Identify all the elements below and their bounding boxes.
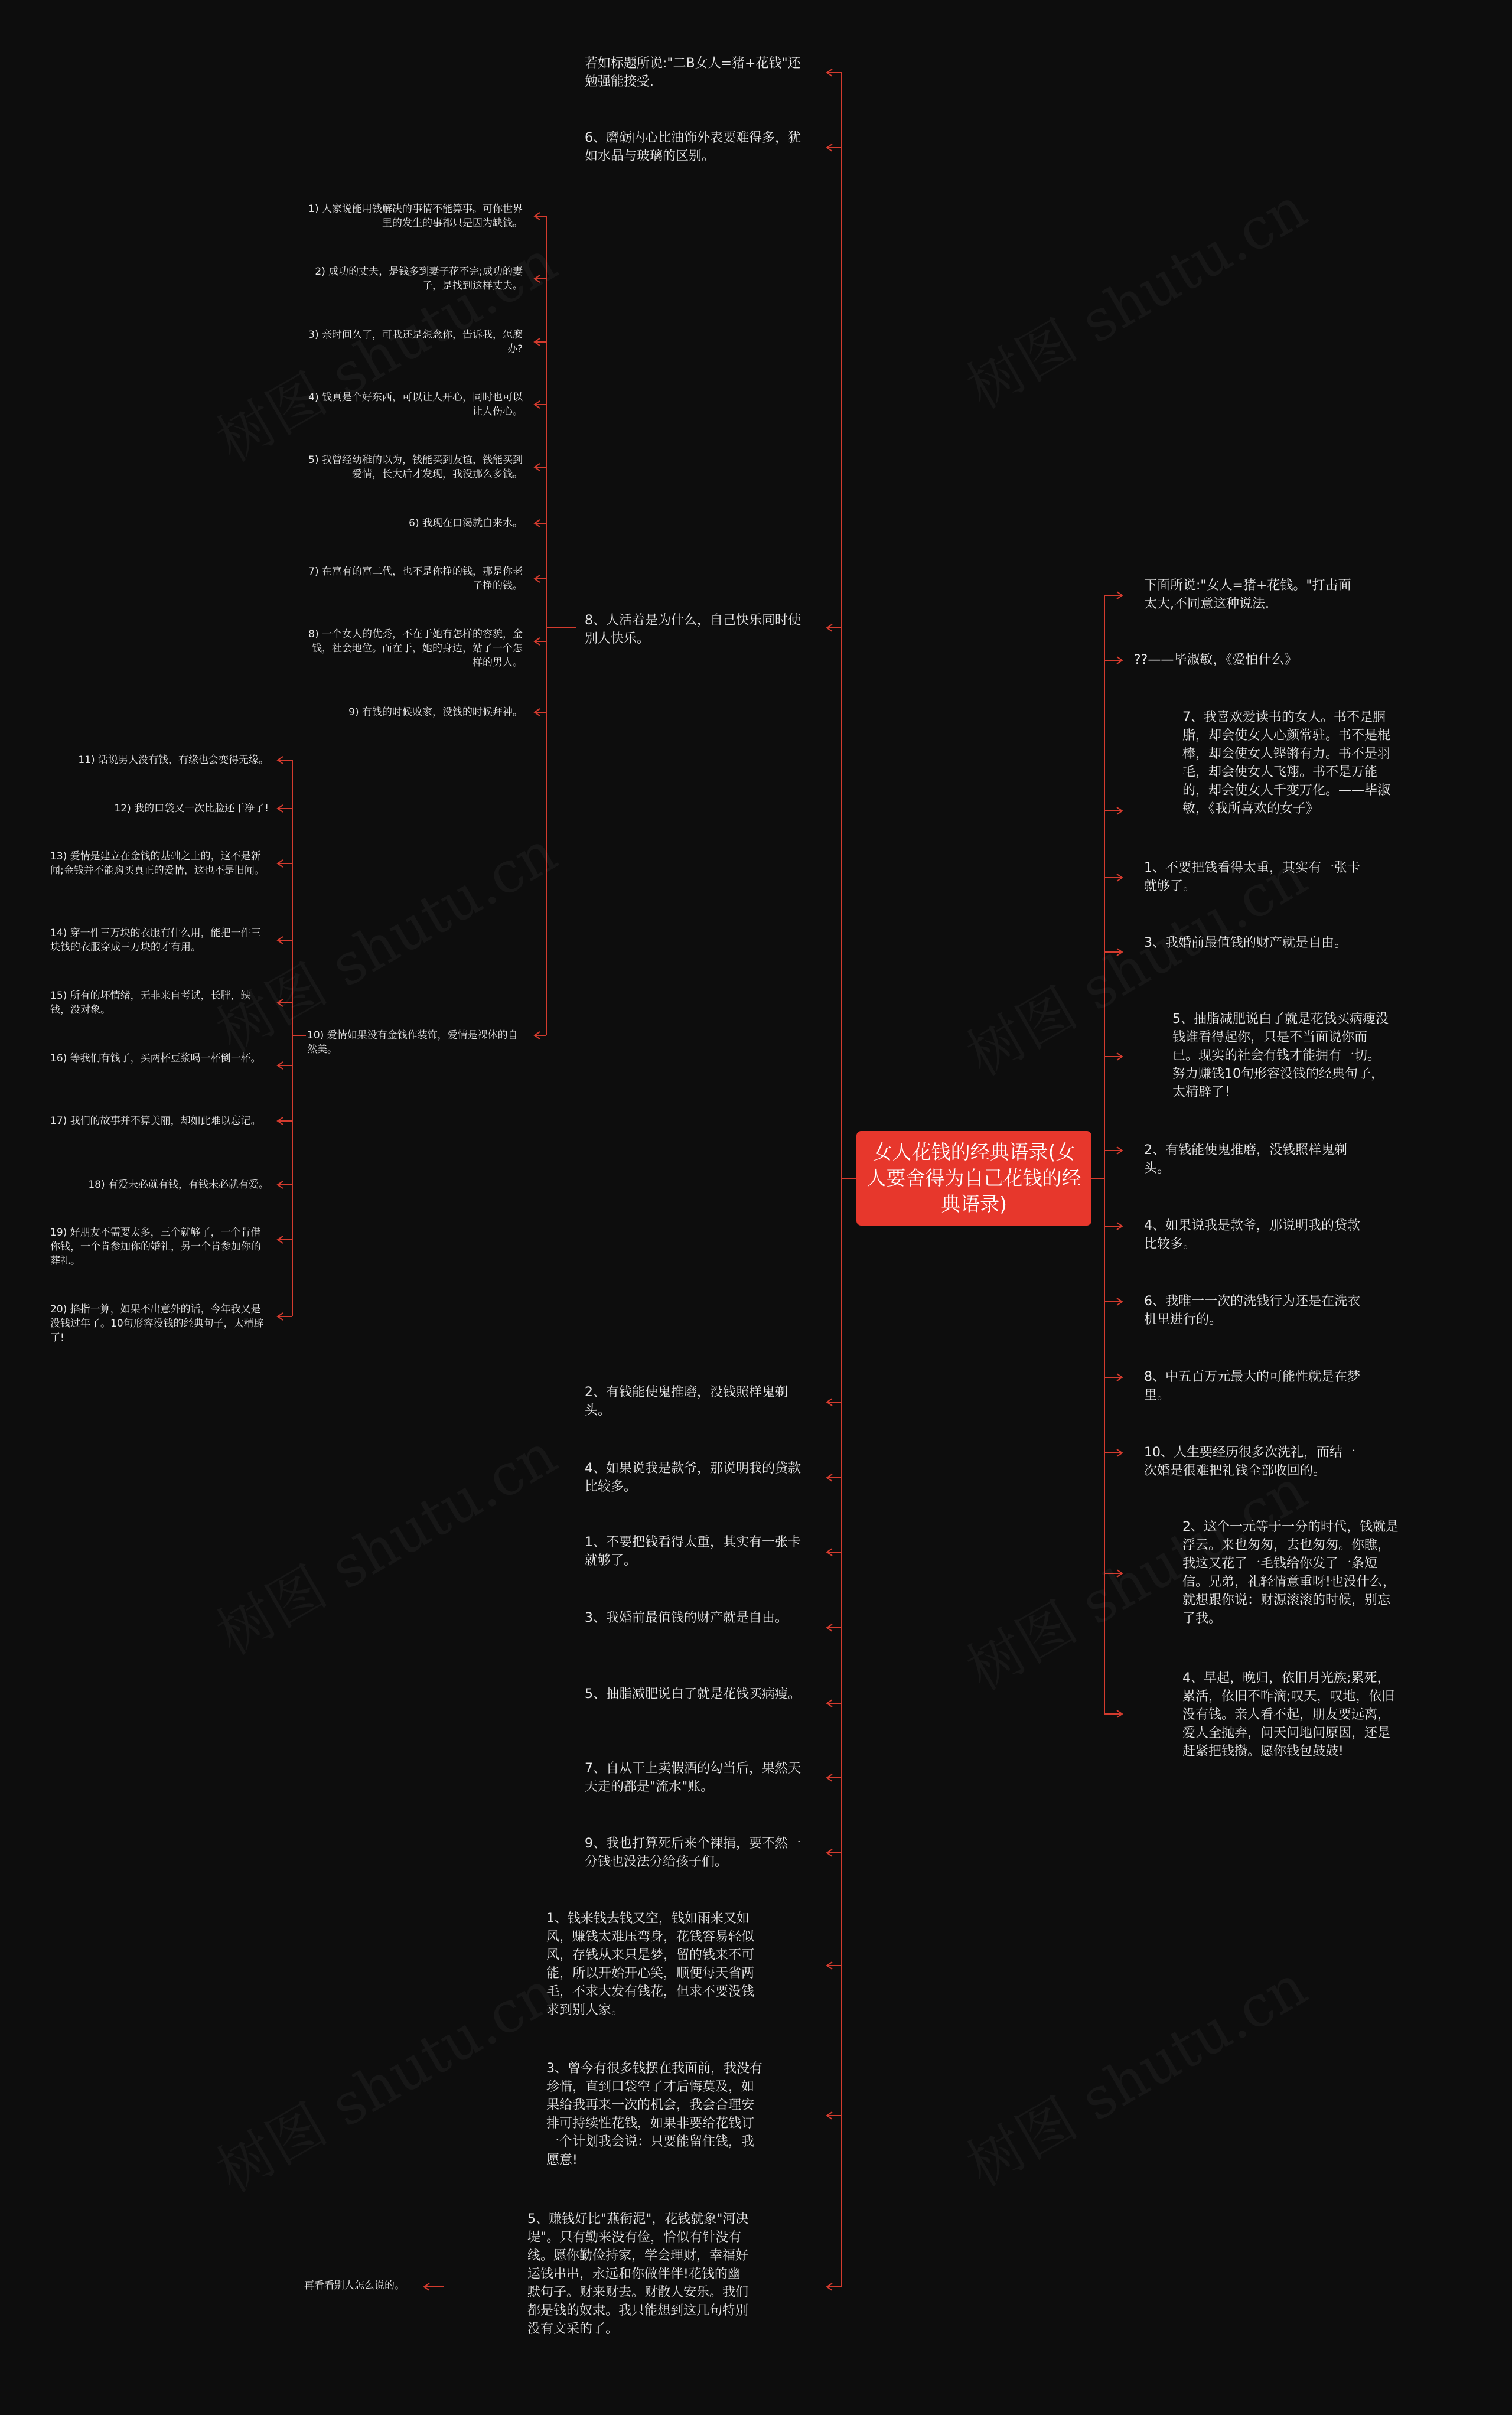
left-node[interactable]: 若如标题所说:"二B女人=猪+花钱"还勉强能接受. bbox=[585, 56, 801, 89]
sub-node[interactable]: 8) 一个女人的优秀，不在于她有怎样的容貌，金钱，社会地位。而在于，她的身边，站了一个怎样的男人。 bbox=[308, 628, 523, 669]
right-node[interactable]: 7、我喜欢爱读书的女人。书不是胭脂，却会使女人心颜常驻。书不是棍棒，却会使女人铿锵有力。书不是羽毛，却会使女人飞翔。书不是万能的，却会使女人千变万化。——毕淑敏，《我所喜欢的女子》 bbox=[1182, 710, 1391, 816]
sub-sub-node[interactable]: 19) 好朋友不需要太多，三个就够了，一个肯借你钱，一个肯参加你的婚礼，另一个肯参加你的葬礼。 bbox=[50, 1227, 261, 1267]
right-node[interactable]: 2、有钱能使鬼推磨，没钱照样鬼剃头。 bbox=[1144, 1143, 1347, 1176]
left-node[interactable]: 2、有钱能使鬼推磨，没钱照样鬼剃头。 bbox=[585, 1385, 788, 1418]
left-node[interactable]: 7、自从干上卖假酒的勾当后，果然天天走的都是"流水"账。 bbox=[585, 1761, 801, 1794]
right-node[interactable]: 下面所说:"女人=猪+花钱。"打击面太大,不同意这种说法. bbox=[1144, 578, 1351, 611]
sub-node[interactable]: 10) 爱情如果没有金钱作装饰，爱情是裸体的自然美。 bbox=[307, 1029, 518, 1055]
right-node[interactable]: 4、早起，晚归，依旧月光族;累死，累活，依旧不咋滴;叹天，叹地，依旧没有钱。亲人看不起，朋友要远离，爱人全抛弃，问天问地问原因，还是赶紧把钱攒。愿你钱包鼓鼓! bbox=[1182, 1671, 1395, 1759]
right-node[interactable]: 3、我婚前最值钱的财产就是自由。 bbox=[1144, 936, 1347, 950]
left-node[interactable]: 4、如果说我是款爷，那说明我的贷款比较多。 bbox=[585, 1461, 801, 1494]
sub-node[interactable]: 2) 成功的丈夫，是钱多到妻子花不完;成功的妻子，是找到这样丈夫。 bbox=[315, 266, 523, 292]
right-node[interactable]: 10、人生要经历很多次洗礼，而结一次婚是很难把礼钱全部收回的。 bbox=[1144, 1445, 1355, 1478]
root-topic[interactable]: 女人花钱的经典语录(女人要舍得为自己花钱的经典语录) bbox=[856, 1131, 1091, 1226]
left-node[interactable]: 3、曾今有很多钱摆在我面前，我没有珍惜，直到口袋空了才后悔莫及，如果给我再来一次的机会，我会合理安排可持续性花钱，如果非要给花钱订一个计划我会说：只要能留住钱，我愿意! bbox=[546, 2061, 762, 2168]
tail-node[interactable]: 再看看别人怎么说的。 bbox=[304, 2280, 405, 2292]
sub-sub-node[interactable]: 14) 穿一件三万块的衣服有什么用，能把一件三块钱的衣服穿成三万块的才有用。 bbox=[50, 927, 261, 953]
right-node[interactable]: 4、如果说我是款爷，那说明我的贷款比较多。 bbox=[1144, 1218, 1360, 1252]
left-node[interactable]: 3、我婚前最值钱的财产就是自由。 bbox=[585, 1611, 788, 1625]
left-node[interactable]: 9、我也打算死后来个裸捐，要不然一分钱也没法分给孩子们。 bbox=[585, 1836, 801, 1869]
sub-sub-node[interactable]: 16) 等我们有钱了，买两杯豆浆喝一杯倒一杯。 bbox=[50, 1052, 261, 1064]
sub-node[interactable]: 5) 我曾经幼稚的以为，钱能买到友谊，钱能买到爱情，长大后才发现，我没那么多钱。 bbox=[308, 454, 523, 480]
left-node[interactable]: 5、抽脂减肥说白了就是花钱买病瘦。 bbox=[585, 1687, 801, 1702]
sub-sub-node[interactable]: 15) 所有的坏情绪，无非来自考试，长胖，缺钱，没对象。 bbox=[50, 990, 251, 1016]
left-node[interactable]: 5、赚钱好比"燕衔泥"，花钱就象"河决堤"。只有勤来没有俭，恰似有针没有线。愿你勤俭持家，学会理财，幸福好运钱串串，永远和你做伴伴!花钱的幽默句子。财来财去。财散人安乐。我们都是钱的奴隶。我只能想到这几句特别没有文采的了。 bbox=[527, 2212, 749, 2336]
sub-node[interactable]: 4) 钱真是个好东西，可以让人开心，同时也可以让人伤心。 bbox=[308, 392, 523, 418]
right-node[interactable]: 1、不要把钱看得太重，其实有一张卡就够了。 bbox=[1144, 861, 1360, 894]
sub-sub-node[interactable]: 13) 爱情是建立在金钱的基础之上的，这不是新闻;金钱并不能购买真正的爱情，这也不是旧闻。 bbox=[50, 850, 265, 876]
right-node[interactable]: ??——毕淑敏，《爱怕什么》 bbox=[1134, 653, 1298, 667]
right-node[interactable]: 5、抽脂减肥说白了就是花钱买病瘦没钱谁看得起你，只是不当面说你而已。现实的社会有钱才能拥有一切。努力赚钱10句形容没钱的经典句子，太精辟了！ bbox=[1172, 1012, 1389, 1100]
sub-sub-node[interactable]: 12) 我的口袋又一次比脸还干净了! bbox=[114, 803, 269, 814]
right-node[interactable]: 6、我唯一一次的洗钱行为还是在洗衣机里进行的。 bbox=[1144, 1294, 1360, 1327]
sub-sub-node[interactable]: 18) 有爱未必就有钱，有钱未必就有爱。 bbox=[88, 1179, 269, 1191]
right-node[interactable]: 2、这个一元等于一分的时代，钱就是浮云。来也匆匆，去也匆匆。你瞧，我这又花了一毛钱给你发了一条短信。兄弟，礼轻情意重呀!也没什么，就想跟你说：财源滚滚的时候，别忘了我。 bbox=[1182, 1520, 1399, 1626]
left-node[interactable]: 6、磨砺内心比油饰外表要难得多，犹如水晶与玻璃的区别。 bbox=[585, 131, 801, 164]
left-node[interactable]: 1、不要把钱看得太重，其实有一张卡就够了。 bbox=[585, 1535, 801, 1568]
sub-node[interactable]: 7) 在富有的富二代，也不是你挣的钱，那是你老子挣的钱。 bbox=[308, 566, 523, 592]
right-node[interactable]: 8、中五百万元最大的可能性就是在梦里。 bbox=[1144, 1370, 1360, 1403]
sub-node[interactable]: 6) 我现在口渴就自来水。 bbox=[409, 517, 523, 529]
sub-sub-node[interactable]: 20) 掐指一算，如果不出意外的话，今年我又是没钱过年了。10句形容没钱的经典句子，太精辟了! bbox=[50, 1303, 264, 1344]
sub-sub-node[interactable]: 11) 话说男人没有钱，有缘也会变得无缘。 bbox=[78, 754, 269, 766]
left-node[interactable]: 1、钱来钱去钱又空，钱如雨来又如风，赚钱太难压弯身，花钱容易轻似风，存钱从来只是梦，留的钱来不可能，所以开始开心笑，顺便每天省两毛，不求大发有钱花，但求不要没钱求到别人家。 bbox=[546, 1911, 755, 2018]
left-node[interactable]: 8、人活着是为什么，自己快乐同时使别人快乐。 bbox=[585, 613, 801, 646]
sub-node[interactable]: 9) 有钱的时候败家，没钱的时候拜神。 bbox=[348, 706, 523, 718]
sub-node[interactable]: 1) 人家说能用钱解决的事情不能算事。可你世界里的发生的事都只是因为缺钱。 bbox=[308, 203, 523, 229]
sub-node[interactable]: 3) 亲时间久了，可我还是想念你，告诉我，怎麽办? bbox=[308, 329, 523, 355]
sub-sub-node[interactable]: 17) 我们的故事并不算美丽，却如此难以忘记。 bbox=[50, 1115, 261, 1127]
